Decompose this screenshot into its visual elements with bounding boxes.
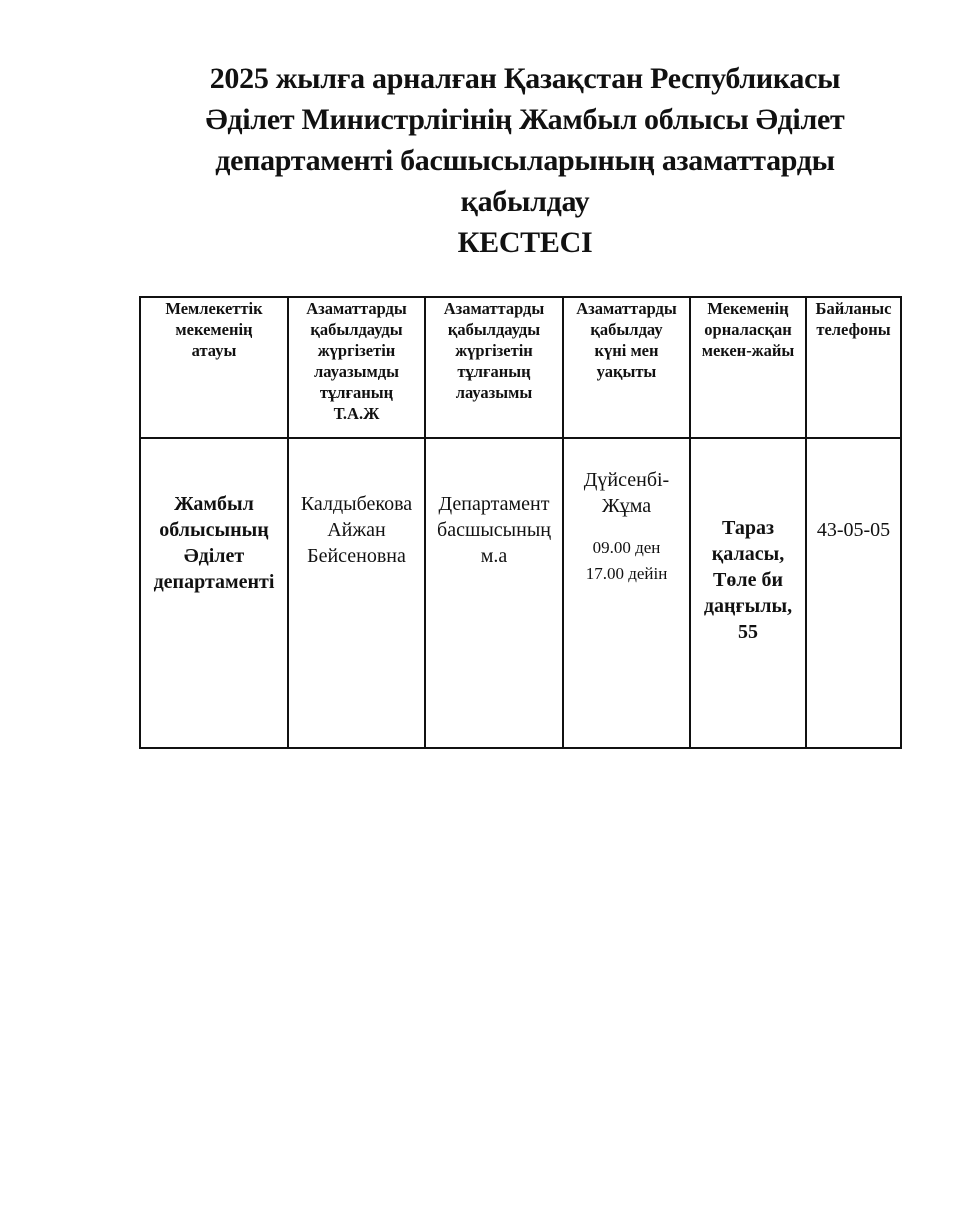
document-title (140, 58, 910, 263)
table-header-row (140, 297, 901, 438)
title-line-5: КЕСТЕСІ (457, 226, 593, 259)
header-phone: Байланыс телефоны (806, 297, 901, 438)
header-address: Мекеменің орналасқан мекен-жайы (690, 297, 806, 438)
schedule-table (139, 296, 902, 749)
header-position: Азаматтарды қабылдауды жүргізетін тұлғаның лауазымы (425, 297, 563, 438)
cell-position: Департамент басшысының м.а (425, 438, 563, 748)
cell-phone: 43-05-05 (806, 438, 901, 748)
title-line-2: Әділет Министрлігінің Жамбыл облысы Әділет (205, 103, 845, 136)
title-line-4: қабылдау (460, 185, 590, 218)
cell-institution: Жамбыл облысының Әділет департаменті (140, 438, 288, 748)
title-line-3: департаменті басшысыларының азаматтарды (215, 144, 835, 177)
header-official-name: Азаматтарды қабылдауды жүргізетін лауазымды тұлғаның Т.А.Ж (288, 297, 425, 438)
title-line-1: 2025 жылға арналған Қазақстан Республикасы (209, 62, 841, 95)
cell-reception-time: Дүйсенбі- Жұма 09.00 ден 17.00 дейін (563, 438, 690, 748)
header-reception-time: Азаматтарды қабылдау күні мен уақыты (563, 297, 690, 438)
header-institution: Мемлекеттік мекеменің атауы (140, 297, 288, 438)
table-row (140, 438, 901, 748)
cell-address: Тараз қаласы, Төле би даңғылы, 55 (690, 438, 806, 748)
cell-official-name: Калдыбекова Айжан Бейсеновна (288, 438, 425, 748)
